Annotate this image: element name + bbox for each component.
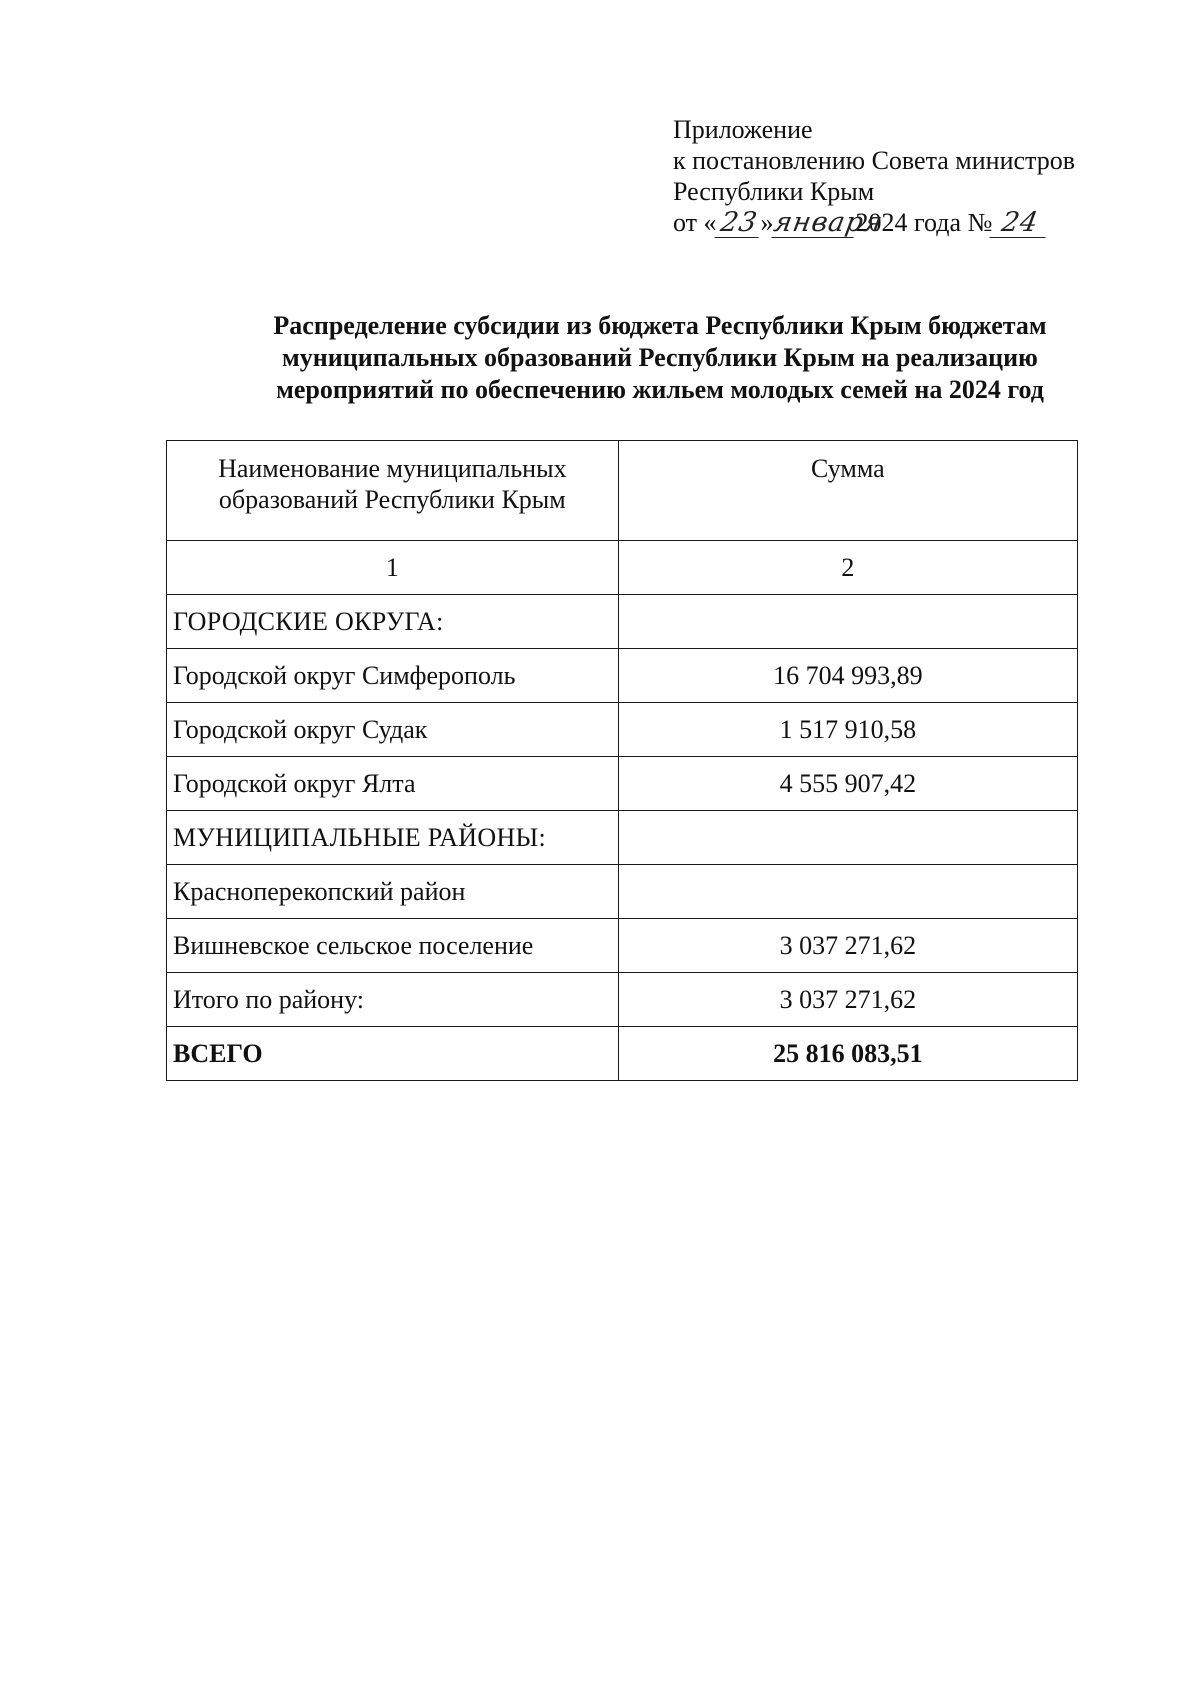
appendix-decree-line: к постановлению Совета министров	[673, 146, 1075, 175]
row-name: Городской округ Ялта	[167, 757, 619, 811]
handwritten-month: января	[770, 207, 886, 238]
title-line-3: мероприятий по обеспечению жильем молодых семей на 2024 год	[276, 375, 1044, 404]
row-name: МУНИЦИПАЛЬНЫЕ РАЙОНЫ:	[167, 811, 619, 865]
table-row	[167, 703, 1078, 757]
header-name-cell: Наименование муниципальных образований Республики Крым	[167, 441, 619, 541]
row-amount	[618, 595, 1077, 649]
column-number-2: 2	[618, 541, 1077, 595]
total-row	[167, 1027, 1078, 1081]
row-name: Городской округ Судак	[167, 703, 619, 757]
row-name: Итого по району:	[167, 973, 619, 1027]
row-amount: 16 704 993,89	[618, 649, 1077, 703]
table-row	[167, 919, 1078, 973]
handwritten-number: 24	[990, 209, 1051, 238]
table-header-row	[167, 441, 1078, 541]
row-amount: 1 517 910,58	[618, 703, 1077, 757]
handwritten-day: 23	[714, 209, 763, 238]
column-number-row	[167, 541, 1078, 595]
total-label: ВСЕГО	[167, 1027, 619, 1081]
row-amount: 3 037 271,62	[618, 919, 1077, 973]
row-name: Вишневское сельское поселение	[167, 919, 619, 973]
appendix-republic-line: Республики Крым	[673, 177, 875, 206]
table-row	[167, 865, 1078, 919]
table-row	[167, 649, 1078, 703]
title-line-1: Распределение субсидии из бюджета Республики Крым бюджетам	[273, 311, 1047, 340]
appendix-date-line	[673, 207, 1075, 238]
table-row	[167, 973, 1078, 1027]
title-line-2: муниципальных образований Республики Крым на реализацию	[282, 343, 1038, 372]
row-amount: 4 555 907,42	[618, 757, 1077, 811]
date-quote-close: »	[760, 208, 774, 237]
appendix-header	[673, 114, 1075, 238]
table-row	[167, 811, 1078, 865]
row-amount: 3 037 271,62	[618, 973, 1077, 1027]
total-amount: 25 816 083,51	[618, 1027, 1077, 1081]
table-row	[167, 757, 1078, 811]
row-name: Городской округ Симферополь	[167, 649, 619, 703]
appendix-label: Приложение	[673, 115, 813, 144]
distribution-table	[166, 440, 1078, 1081]
row-amount	[618, 811, 1077, 865]
date-year-text: 2024 года №	[855, 208, 993, 237]
date-prefix: от «	[673, 208, 717, 237]
row-name: Красноперекопский район	[167, 865, 619, 919]
row-name: ГОРОДСКИЕ ОКРУГА:	[167, 595, 619, 649]
table-row	[167, 595, 1078, 649]
header-amount-cell: Сумма	[618, 441, 1077, 541]
row-amount	[618, 865, 1077, 919]
column-number-1: 1	[167, 541, 619, 595]
document-title	[160, 310, 1160, 406]
